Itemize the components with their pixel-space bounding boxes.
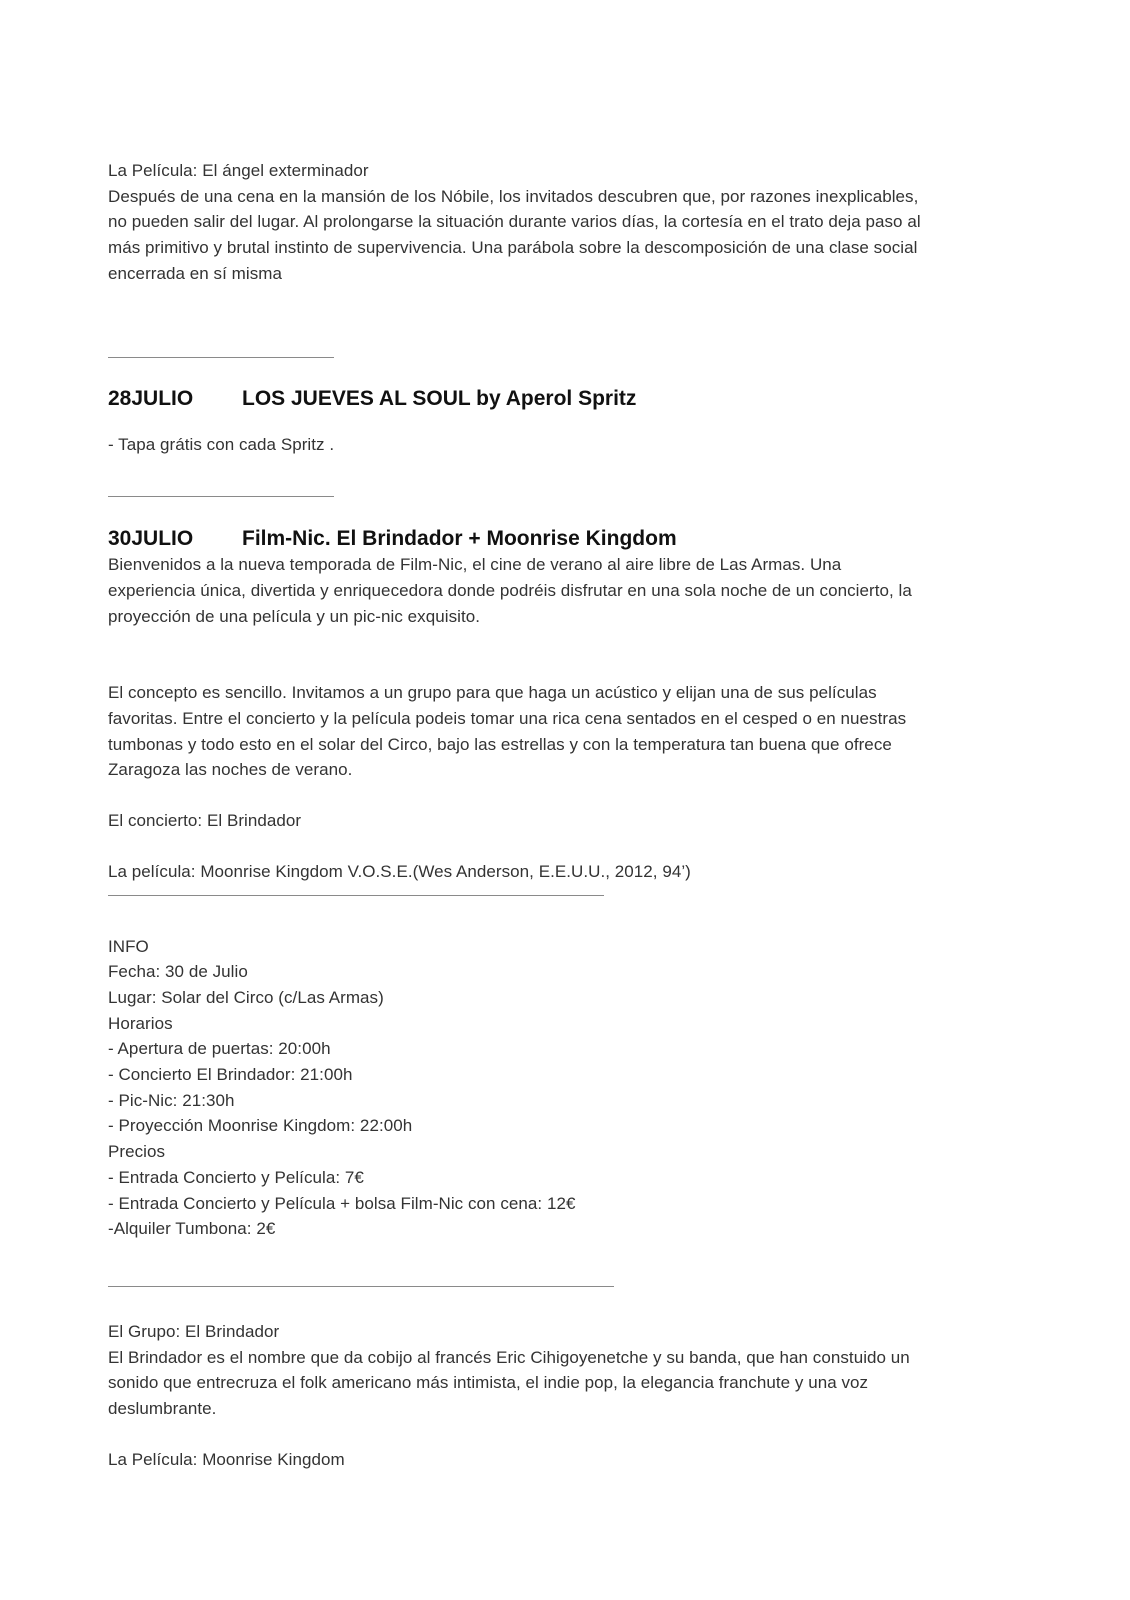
event-heading xyxy=(108,527,1028,551)
film-label: La Película: Moonrise Kingdom xyxy=(108,1449,345,1469)
group-bio-line: deslumbrante. xyxy=(108,1399,217,1419)
separator-rule xyxy=(108,895,604,896)
film-synopsis-line: no pueden salir del lugar. Al prolongarse la situación durante varios días, la cortesía en el trato deja paso al xyxy=(108,212,921,232)
event-date: 30JULIO xyxy=(108,527,194,551)
info-line: Precios xyxy=(108,1142,166,1162)
info-line: -Alquiler Tumbona: 2€ xyxy=(108,1219,276,1239)
event-heading xyxy=(108,387,1028,411)
event-title: Film-Nic. El Brindador + Moonrise Kingdom xyxy=(242,527,677,551)
film-synopsis-line: más primitivo y brutal instinto de supervivencia. Una parábola sobre la descomposición de una clase social xyxy=(108,238,918,258)
info-line: - Entrada Concierto y Película + bolsa Film-Nic con cena: 12€ xyxy=(108,1193,576,1213)
separator-rule xyxy=(108,1286,614,1287)
info-line: - Pic-Nic: 21:30h xyxy=(108,1090,235,1110)
event-concert: El concierto: El Brindador xyxy=(108,811,302,831)
event-title: LOS JUEVES AL SOUL by Aperol Spritz xyxy=(242,386,637,410)
document-page xyxy=(108,158,1028,1473)
event-movie: La película: Moonrise Kingdom V.O.S.E.(Wes Anderson, E.E.U.U., 2012, 94’) xyxy=(108,861,691,881)
info-line: Horarios xyxy=(108,1013,173,1033)
group-description xyxy=(108,1319,1028,1422)
group-label: El Grupo: El Brindador xyxy=(108,1321,280,1341)
film-synopsis-line: encerrada en sí misma xyxy=(108,263,282,283)
separator-rule xyxy=(108,357,334,358)
group-bio-line: El Brindador es el nombre que da cobijo al francés Eric Cihigoyenetche y su banda, que han constuido un xyxy=(108,1347,910,1367)
film-description-1 xyxy=(108,158,1028,287)
info-line: - Proyección Moonrise Kingdom: 22:00h xyxy=(108,1116,413,1136)
info-line: - Apertura de puertas: 20:00h xyxy=(108,1039,331,1059)
event-date: 28JULIO xyxy=(108,386,194,410)
info-block xyxy=(108,934,1028,1242)
event-note: - Tapa grátis con cada Spritz . xyxy=(108,434,335,454)
event-intro: Bienvenidos a la nueva temporada de Film-Nic, el cine de verano al aire libre de Las Armas. Una experiencia única, divertida y enriquecedora donde podréis disfrutar en una sola noche de un concierto, la proyección de una película y un pic-nic exquisito. xyxy=(108,555,912,626)
info-line: - Concierto El Brindador: 21:00h xyxy=(108,1065,353,1085)
info-line: - Entrada Concierto y Película: 7€ xyxy=(108,1167,364,1187)
separator-rule xyxy=(108,496,334,497)
film-synopsis-line: Después de una cena en la mansión de los Nóbile, los invitados descubren que, por razones inexplicables, xyxy=(108,186,919,206)
group-bio-line: sonido que entrecruza el folk americano más intimista, el indie pop, la elegancia franchute y una voz xyxy=(108,1373,869,1393)
info-heading: INFO xyxy=(108,936,149,956)
info-line: Lugar: Solar del Circo (c/Las Armas) xyxy=(108,987,384,1007)
film-label: La Película: El ángel exterminador xyxy=(108,161,369,180)
info-line: Fecha: 30 de Julio xyxy=(108,962,248,982)
event-concept: El concepto es sencillo. Invitamos a un grupo para que haga un acústico y elijan una de sus películas favoritas. Entre el concierto y la película podeis tomar una rica cena sentados en el cesped o en nuestras tumbonas y todo esto en el solar del Circo, bajo las estrellas y con la temperatura tan buena que ofrece Zaragoza las noches de verano. xyxy=(108,683,907,780)
